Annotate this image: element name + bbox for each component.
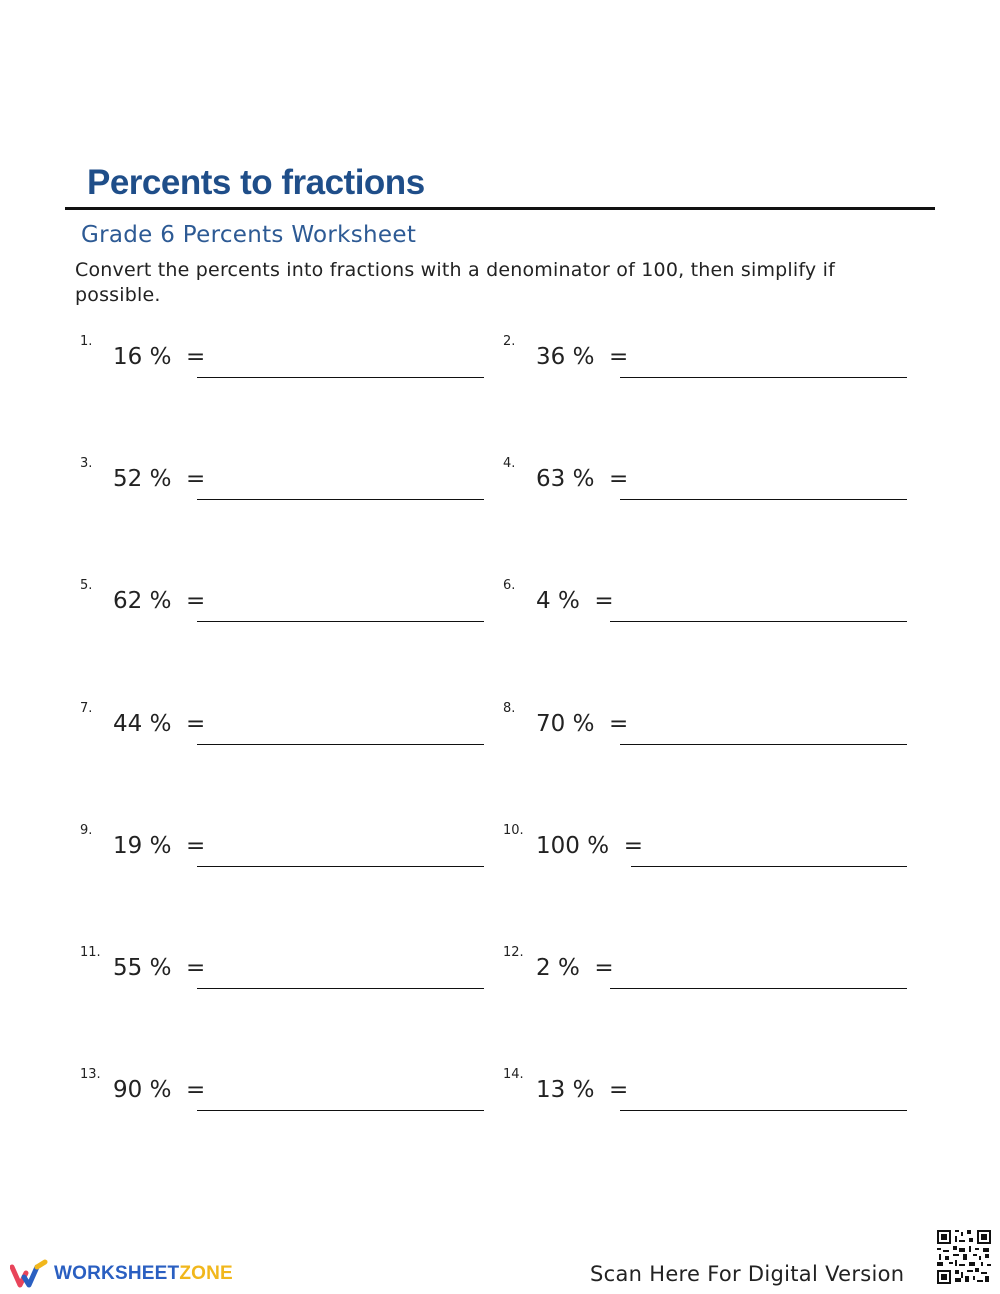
problem-expression: 16 % = [113, 344, 206, 370]
problem-item [80, 456, 484, 506]
problem-expression: 62 % = [113, 588, 206, 614]
answer-blank-line[interactable] [610, 621, 907, 622]
problem-item [80, 578, 484, 628]
problem-expression: 100 % = [536, 833, 643, 859]
page-title: Percents to fractions [87, 163, 425, 202]
problem-expression: 13 % = [536, 1077, 629, 1103]
problem-number: 5. [80, 578, 93, 593]
problem-number: 4. [503, 456, 516, 471]
logo-text [54, 1263, 233, 1285]
problem-expression: 52 % = [113, 466, 206, 492]
answer-blank-line[interactable] [620, 499, 907, 500]
answer-blank-line[interactable] [197, 499, 484, 500]
answer-blank-line[interactable] [197, 744, 484, 745]
answer-blank-line[interactable] [610, 988, 907, 989]
problem-item [80, 701, 484, 751]
answer-blank-line[interactable] [197, 866, 484, 867]
problem-item [503, 701, 907, 751]
logo-word-zone: ZONE [179, 1263, 233, 1284]
problem-number: 11. [80, 945, 101, 960]
problem-number: 7. [80, 701, 93, 716]
answer-blank-line[interactable] [620, 744, 907, 745]
answer-blank-line[interactable] [620, 1110, 907, 1111]
problem-number: 14. [503, 1067, 524, 1082]
answer-blank-line[interactable] [620, 377, 907, 378]
worksheet-subtitle: Grade 6 Percents Worksheet [81, 222, 417, 248]
problem-number: 6. [503, 578, 516, 593]
problem-item [80, 945, 484, 995]
problem-expression: 90 % = [113, 1077, 206, 1103]
problem-number: 9. [80, 823, 93, 838]
answer-blank-line[interactable] [631, 866, 907, 867]
problem-number: 8. [503, 701, 516, 716]
answer-blank-line[interactable] [197, 621, 484, 622]
problem-item [503, 823, 907, 873]
problem-expression: 55 % = [113, 955, 206, 981]
problem-number: 13. [80, 1067, 101, 1082]
logo-word-worksheet: WORKSHEET [54, 1263, 180, 1284]
problem-expression: 2 % = [536, 955, 614, 981]
problem-item [503, 578, 907, 628]
problem-item [503, 945, 907, 995]
problem-item [80, 1067, 484, 1117]
problem-expression: 70 % = [536, 711, 629, 737]
problem-item [503, 456, 907, 506]
answer-blank-line[interactable] [197, 988, 484, 989]
problem-item [80, 334, 484, 384]
problem-item [503, 334, 907, 384]
problem-number: 10. [503, 823, 524, 838]
problem-expression: 63 % = [536, 466, 629, 492]
qr-code-icon[interactable] [935, 1228, 993, 1286]
problem-expression: 44 % = [113, 711, 206, 737]
problem-number: 2. [503, 334, 516, 349]
problem-expression: 36 % = [536, 344, 629, 370]
problem-item [503, 1067, 907, 1117]
worksheetzone-logo[interactable] [10, 1258, 233, 1290]
problem-number: 12. [503, 945, 524, 960]
scan-caption: Scan Here For Digital Version [590, 1262, 905, 1286]
instructions: Convert the percents into fractions with a denominator of 100, then simplify if possible. [75, 259, 835, 306]
problem-expression: 19 % = [113, 833, 206, 859]
title-divider [65, 207, 935, 210]
problem-item [80, 823, 484, 873]
problem-number: 1. [80, 334, 93, 349]
logo-check-icon [10, 1259, 48, 1289]
answer-blank-line[interactable] [197, 377, 484, 378]
problem-expression: 4 % = [536, 588, 614, 614]
problem-number: 3. [80, 456, 93, 471]
answer-blank-line[interactable] [197, 1110, 484, 1111]
